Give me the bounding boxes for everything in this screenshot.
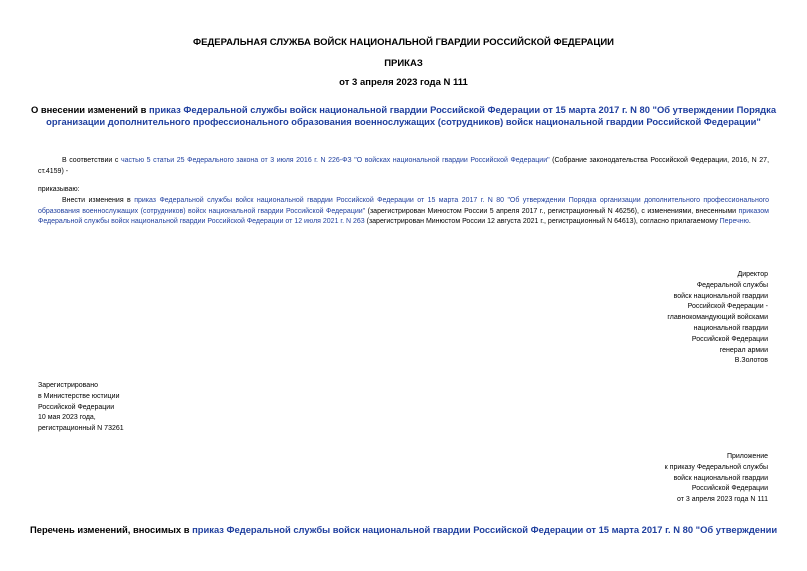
preamble-prefix: В соответствии с: [62, 157, 121, 164]
body-mid: (зарегистрирован Минюстом России 5 апреля 2017 г., регистрационный N 46256), с изменениями, внесенными: [365, 207, 739, 215]
body-end: .: [748, 218, 751, 225]
registration-line: в Министерстве юстиции: [38, 392, 120, 400]
body-prefix: Внести изменения в: [62, 197, 135, 204]
appendix-line: Российской Федерации: [691, 485, 768, 493]
body-amending-order-link[interactable]: приказом Федеральной службы войск национальной гвардии Российской Федерации от 12 июля 2021 г. N 263: [38, 207, 769, 225]
signature-line: Российской Федерации -: [687, 303, 768, 311]
registration-line: 10 мая 2023 года,: [38, 414, 96, 422]
appendix-line: Приложение: [726, 453, 768, 460]
registration-block: [38, 381, 124, 435]
preamble-suffix: (Собрание законодательства Российской Федерации, 2016, N 27, ст.4159) -: [38, 157, 770, 175]
signature-line: Федеральной службы: [696, 281, 768, 289]
preamble-law-link[interactable]: частью 5 статьи 25 Федерального закона от 3 июля 2016 г. N 226-ФЗ "О войсках национальной гвардии Российской Федерации": [120, 157, 550, 164]
order-word: приказываю:: [38, 186, 80, 193]
body-paragraph: [38, 196, 769, 228]
signature-block: [667, 270, 768, 367]
signature-line: В.Золотов: [734, 357, 768, 365]
signature-line: Директор: [737, 271, 768, 278]
doc-type-heading: ПРИКАЗ: [384, 58, 423, 69]
title-order-link[interactable]: приказ Федеральной службы войск национальной гвардии Российской Федерации от 15 марта 2017 г. N 80 "Об утверждении Порядка организации дополнительного профессионального образования военнослужащих (сотрудников) войск национальной гвардии Российской Федерации": [46, 104, 777, 127]
list-link[interactable]: Перечню: [719, 218, 749, 225]
date-number-heading: от 3 апреля 2023 года N 111: [339, 77, 468, 88]
preamble-paragraph: [38, 156, 769, 177]
registration-line: Российской Федерации: [38, 403, 115, 411]
agency-heading: ФЕДЕРАЛЬНАЯ СЛУЖБА ВОЙСК НАЦИОНАЛЬНОЙ ГВАРДИИ РОССИЙСКОЙ ФЕДЕРАЦИИ: [193, 37, 614, 48]
body-order-link[interactable]: приказ Федеральной службы войск национальной гвардии Российской Федерации от 15 марта 2017 г. N 80 "Об утверждении Порядка организации дополнительного профессионального образования военнослужащих (сотрудников) войск национальной гвардии Российской Федерации": [38, 197, 769, 215]
order-title-prefix: О внесении изменений в: [30, 104, 149, 115]
signature-line: войск национальной гвардии: [673, 292, 768, 300]
registration-line: Зарегистрировано: [38, 382, 98, 389]
appendix-line: к приказу Федеральной службы: [664, 463, 768, 471]
list-title-order-link[interactable]: приказ Федеральной службы войск национальной гвардии Российской Федерации от 15 марта 2017 г. N 80 "Об утверждении: [192, 524, 778, 535]
order-title: [30, 104, 777, 128]
appendix-line: войск национальной гвардии: [673, 474, 768, 482]
registration-line: регистрационный N 73261: [38, 425, 124, 433]
list-title-prefix: Перечень изменений, вносимых в: [30, 524, 193, 535]
signature-line: национальной гвардии: [693, 324, 768, 332]
body-suffix: (зарегистрирован Минюстом России 12 августа 2021 г., регистрационный N 64613), согласно прилагаемому: [364, 218, 720, 225]
signature-line: Российской Федерации: [691, 335, 768, 343]
appendix-block: [665, 452, 768, 506]
appendix-line: от 3 апреля 2023 года N 111: [676, 496, 768, 504]
signature-line: главнокомандующий войсками: [667, 314, 768, 322]
signature-line: генерал армии: [719, 346, 768, 354]
list-title: [30, 524, 777, 536]
